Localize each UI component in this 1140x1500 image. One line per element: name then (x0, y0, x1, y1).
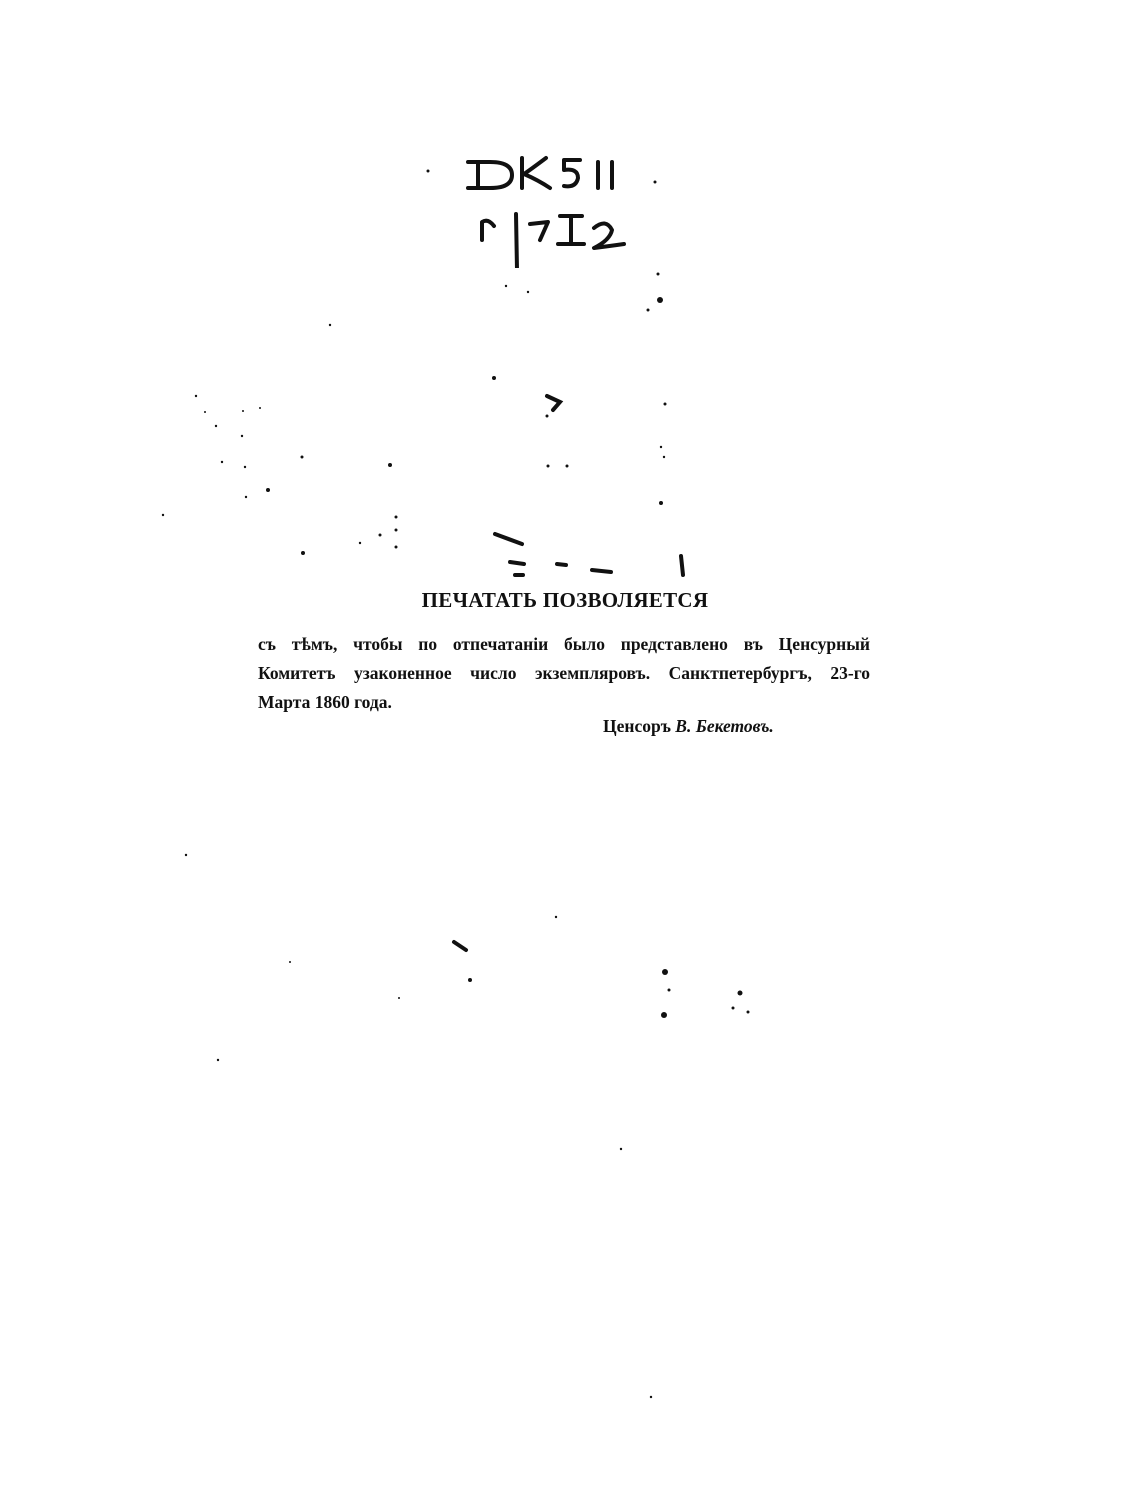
approval-text-line-3: Марта 1860 года. (258, 692, 392, 712)
page-heading: ПЕЧАТАТЬ ПОЗВОЛЯЕТСЯ (421, 588, 709, 612)
handwritten-call-number (460, 148, 690, 268)
censor-name: В. Бекетовъ. (675, 716, 774, 736)
approval-text-line-2: Комитетъ узаконенное число экземпляровъ. Санктпетербургъ, 23-го (258, 663, 870, 683)
call-number-handwriting (460, 148, 690, 268)
approval-text-line-1: съ тѣмъ, чтобы по отпечатаніи было представлено въ Ценсурный (258, 634, 870, 654)
censorship-approval-text (258, 630, 870, 717)
censor-signature (603, 716, 774, 737)
censor-title: Ценсоръ (603, 716, 671, 736)
